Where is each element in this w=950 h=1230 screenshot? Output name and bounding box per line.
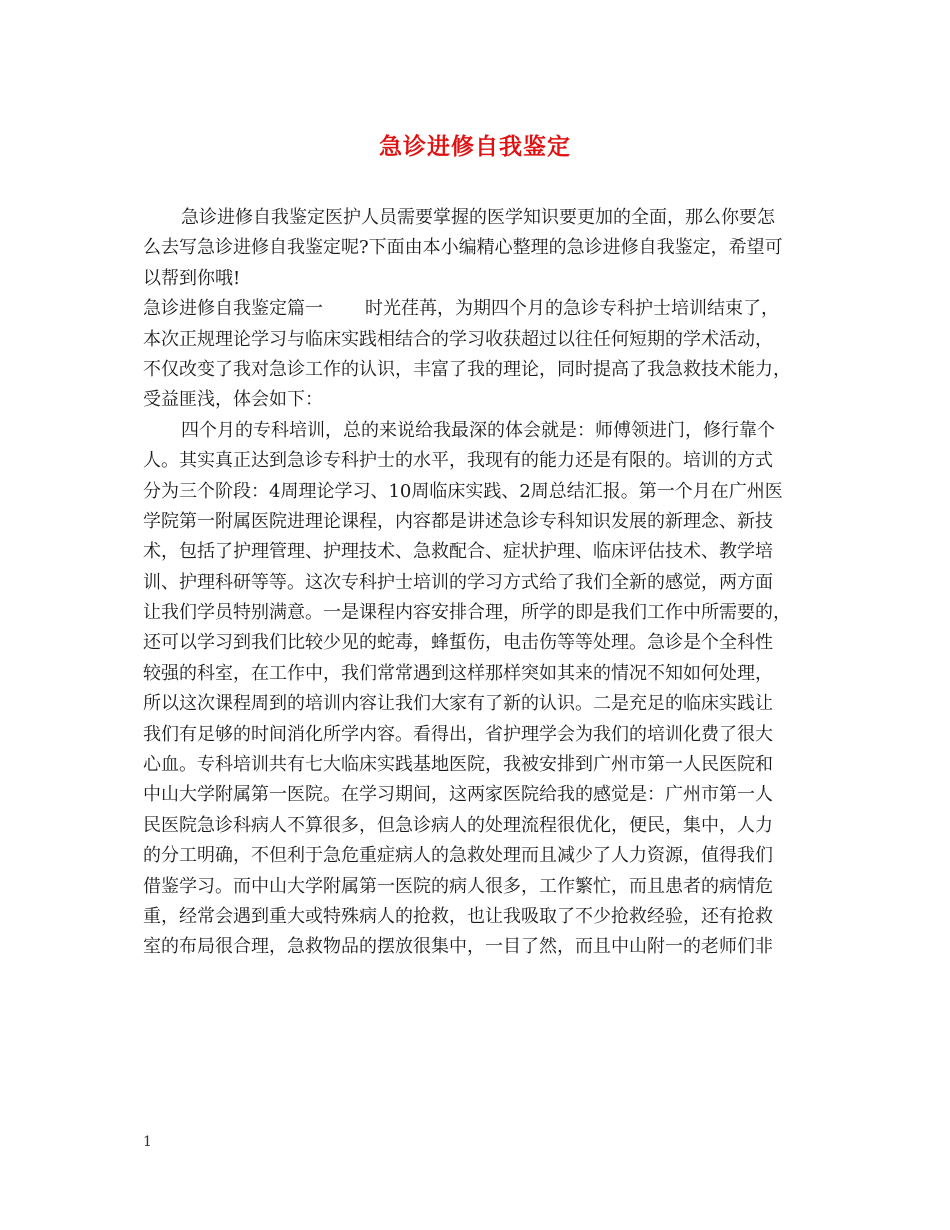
text-line: 重，经常会遇到重大或特殊病人的抢救，也让我吸取了不少抢救经验，还有抢救: [143, 905, 773, 927]
text-line: 心血。专科培训共有七大临床实践基地医院，我被安排到广州市第一人民医院和: [143, 754, 773, 776]
text-line: 人。其实真正达到急诊专科护士的水平，我现有的能力还是有限的。培训的方式: [143, 450, 773, 472]
text-line: 术，包括了护理管理、护理技术、急救配合、症状护理、临床评估技术、教学培: [143, 541, 773, 563]
text-line: 让我们学员特别满意。一是课程内容安排合理，所学的即是我们工作中所需要的，: [143, 602, 791, 624]
text-line: 我们有足够的时间消化所学内容。看得出，省护理学会为我们的培训化费了很大: [143, 723, 773, 745]
text-line: 较强的科室，在工作中，我们常常遇到这样那样突如其来的情况不知如何处理，: [143, 662, 773, 684]
text-line: 借鉴学习。而中山大学附属第一医院的病人很多，工作繁忙，而且患者的病情危: [143, 875, 773, 897]
text-line: 学院第一附属医院进理论课程，内容都是讲述急诊专科知识发展的新理念、新技: [143, 510, 773, 532]
text-line: 还可以学习到我们比较少见的蛇毒，蜂蜇伤，电击伤等等处理。急诊是个全科性: [143, 632, 773, 654]
text-line: 训、护理科研等等。这次专科护士培训的学习方式给了我们全新的感觉，两方面: [143, 571, 773, 593]
text-line: 本次正规理论学习与临床实践相结合的学习收获超过以往任何短期的学术活动，: [143, 328, 773, 350]
text-line: 分为三个阶段：4周理论学习、10周临床实践、2周总结汇报。第一个月在广州医: [143, 480, 783, 502]
text-line: 中山大学附属第一医院。在学习期间，这两家医院给我的感觉是：广州市第一人: [143, 784, 773, 806]
section-heading: 急诊进修自我鉴定篇一: [143, 298, 323, 320]
text-line: 四个月的专科培训，总的来说给我最深的体会就是：师傅领进门，修行靠个: [181, 419, 775, 441]
text-line: 么去写急诊进修自我鉴定呢?下面由本小编精心整理的急诊进修自我鉴定，希望可: [143, 237, 783, 259]
text-line: [143, 963, 823, 993]
document-body: [143, 203, 823, 993]
section-first-sentence: 时光荏苒，为期四个月的急诊专科护士培训结束了，: [365, 298, 779, 320]
page-number: 1: [143, 1134, 152, 1150]
text-line: 不仅改变了我对急诊工作的认识，丰富了我的理论，同时提高了我急救技术能力，: [143, 358, 791, 380]
text-line-section-heading: [143, 294, 823, 324]
text-line: 民医院急诊科病人不算很多，但急诊病人的处理流程很优化，便民，集中，人力: [143, 814, 773, 836]
text-line: 所以这次课程周到的培训内容让我们大家有了新的认识。二是充足的临床实践让: [143, 693, 773, 715]
text-line: 以帮到你哦!: [143, 267, 241, 289]
text-line: 急诊进修自我鉴定医护人员需要掌握的医学知识要更加的全面，那么你要怎: [181, 207, 775, 228]
text-line: 受益匪浅，体会如下：: [143, 389, 323, 411]
text-line: 室的布局很合理，急救物品的摆放很集中，一目了然，而且中山附一的老师们非: [143, 936, 773, 958]
document-title: 急诊进修自我鉴定: [379, 133, 571, 160]
text-line: 的分工明确，不但利于急危重症病人的急救处理而且减少了人力资源，值得我们: [143, 845, 773, 867]
